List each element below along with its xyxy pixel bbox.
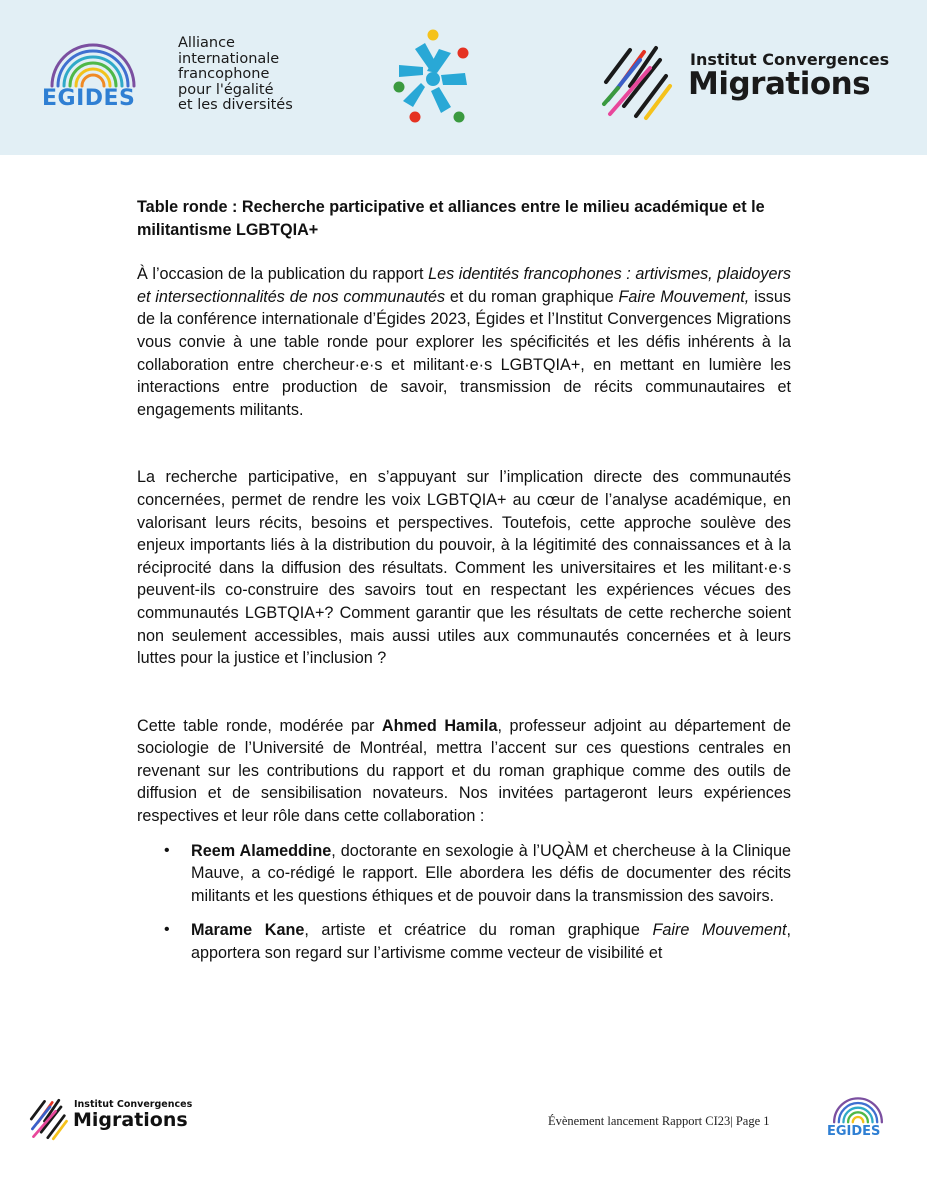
- alliance-line: francophone: [178, 66, 270, 82]
- page-header: [0, 0, 927, 155]
- footer-icm-line2: Migrations: [73, 1109, 188, 1131]
- paragraph-intro: [137, 263, 791, 421]
- report-title: Les identités francophones : artivismes, plaidoyers et intersectionnalités de nos communautés: [137, 265, 792, 306]
- list-item: [191, 840, 791, 908]
- footer-icm-logo: [28, 1097, 198, 1142]
- footer-egides-wordmark: [827, 1124, 880, 1139]
- panelist-description: , doctorante en sexologie à l’UQÀM et chercheuse à la Clinique Mauve, a co-rédigé le rapport. Elle abordera les défis de documenter des récits militants et les questions éthiques et de pouvoir dans la transmission des savoirs.: [191, 841, 791, 905]
- icm-stripes-icon: [600, 42, 680, 122]
- alliance-line: internationale: [178, 50, 280, 67]
- footer-icm-line1: Institut Convergences: [74, 1099, 193, 1110]
- text-run: et du roman graphique: [445, 287, 619, 306]
- egides-logo: [38, 40, 148, 112]
- icm-stripes-icon: [28, 1097, 72, 1141]
- list-item: [191, 919, 791, 964]
- document-title: Table ronde : Recherche participative et alliances entre le milieu académique et le militantisme LGBTQIA+: [137, 198, 765, 239]
- novel-title: Faire Mouvement,: [618, 287, 750, 306]
- alliance-line: et les diversités: [178, 97, 293, 113]
- document-body: [137, 196, 791, 977]
- icm-logo-line2: Migrations: [688, 66, 871, 102]
- egides-wordmark: [42, 86, 135, 111]
- text-run: issus de la conférence internationale d’Égides 2023, Égides et l’Institut Convergences Migrations vous convie à une table ronde pour explorer les spécificités et les défis inhérents à la collaboration entre chercheur·e·s et militant·e·s LGBTQIA+, en mettant en lumière les interactions entre production de savoir, transmission de récits communautaires et engagements militants.: [137, 287, 791, 419]
- text-run: Cette table ronde, modérée par: [137, 716, 382, 735]
- panelist-name: Marame Kane: [191, 921, 305, 940]
- rainbow-arcs-icon: [826, 1094, 890, 1126]
- pinwheel-logo-icon: [393, 22, 473, 132]
- alliance-text: [178, 36, 293, 114]
- panelist-name: Reem Alameddine: [191, 841, 332, 860]
- footer-egides-logo: [826, 1094, 890, 1142]
- icm-logo-line1: Institut Convergences: [690, 50, 890, 69]
- moderator-name: Ahmed Hamila: [381, 716, 498, 735]
- egides-text: EGIDES: [42, 86, 136, 111]
- text-run: À l’occasion de la publication du rapport: [137, 265, 429, 284]
- novel-title: Faire Mouvement: [652, 921, 787, 940]
- alliance-line: Alliance: [178, 35, 235, 51]
- egides-text: EGIDES: [827, 1124, 881, 1139]
- rainbow-arcs-icon: [38, 40, 148, 90]
- footer-page-label: Évènement lancement Rapport CI23| Page 1: [548, 1114, 770, 1128]
- panelist-description: , artiste et créatrice du roman graphique: [304, 921, 653, 940]
- paragraph-roundtable: [137, 715, 791, 828]
- icm-logo: [600, 42, 900, 122]
- panelist-description: , apportera son regard sur l’artivisme comme vecteur de visibilité et: [191, 921, 792, 963]
- panelist-list: [137, 840, 791, 965]
- text-run: , professeur adjoint au département de sociologie de l’Université de Montréal, mettra l’accent sur ces questions centrales en revenant sur les contributions du rapport et du roman graphique comme des outils de diffusion et de sensibilisation novateurs. Nos invitées partageront leurs expériences respectives et leur rôle dans cette collaboration :: [137, 716, 791, 826]
- alliance-line: pour l'égalité: [178, 81, 274, 98]
- paragraph-research: La recherche participative, en s’appuyant sur l’implication directe des communautés concernées, permet de rendre les voix LGBTQIA+ au cœur de l’analyse académique, en valorisant leurs récits, besoins et perspectives. Toutefois, cette approche soulève des enjeux importants liés à la distribution du pouvoir, à la légitimité des connaissances et à la réciprocité dans la diffusion des résultats. Comment les universitaires et les militant·e·s peuvent-ils co-construire des savoirs tout en respectant les expériences vécues des communautés LGBTQIA+? Comment garantir que les résultats de cette recherche soient non seulement accessibles, mais aussi utiles aux communautés concernées et à leurs luttes pour la justice et l’inclusion ?: [137, 468, 791, 668]
